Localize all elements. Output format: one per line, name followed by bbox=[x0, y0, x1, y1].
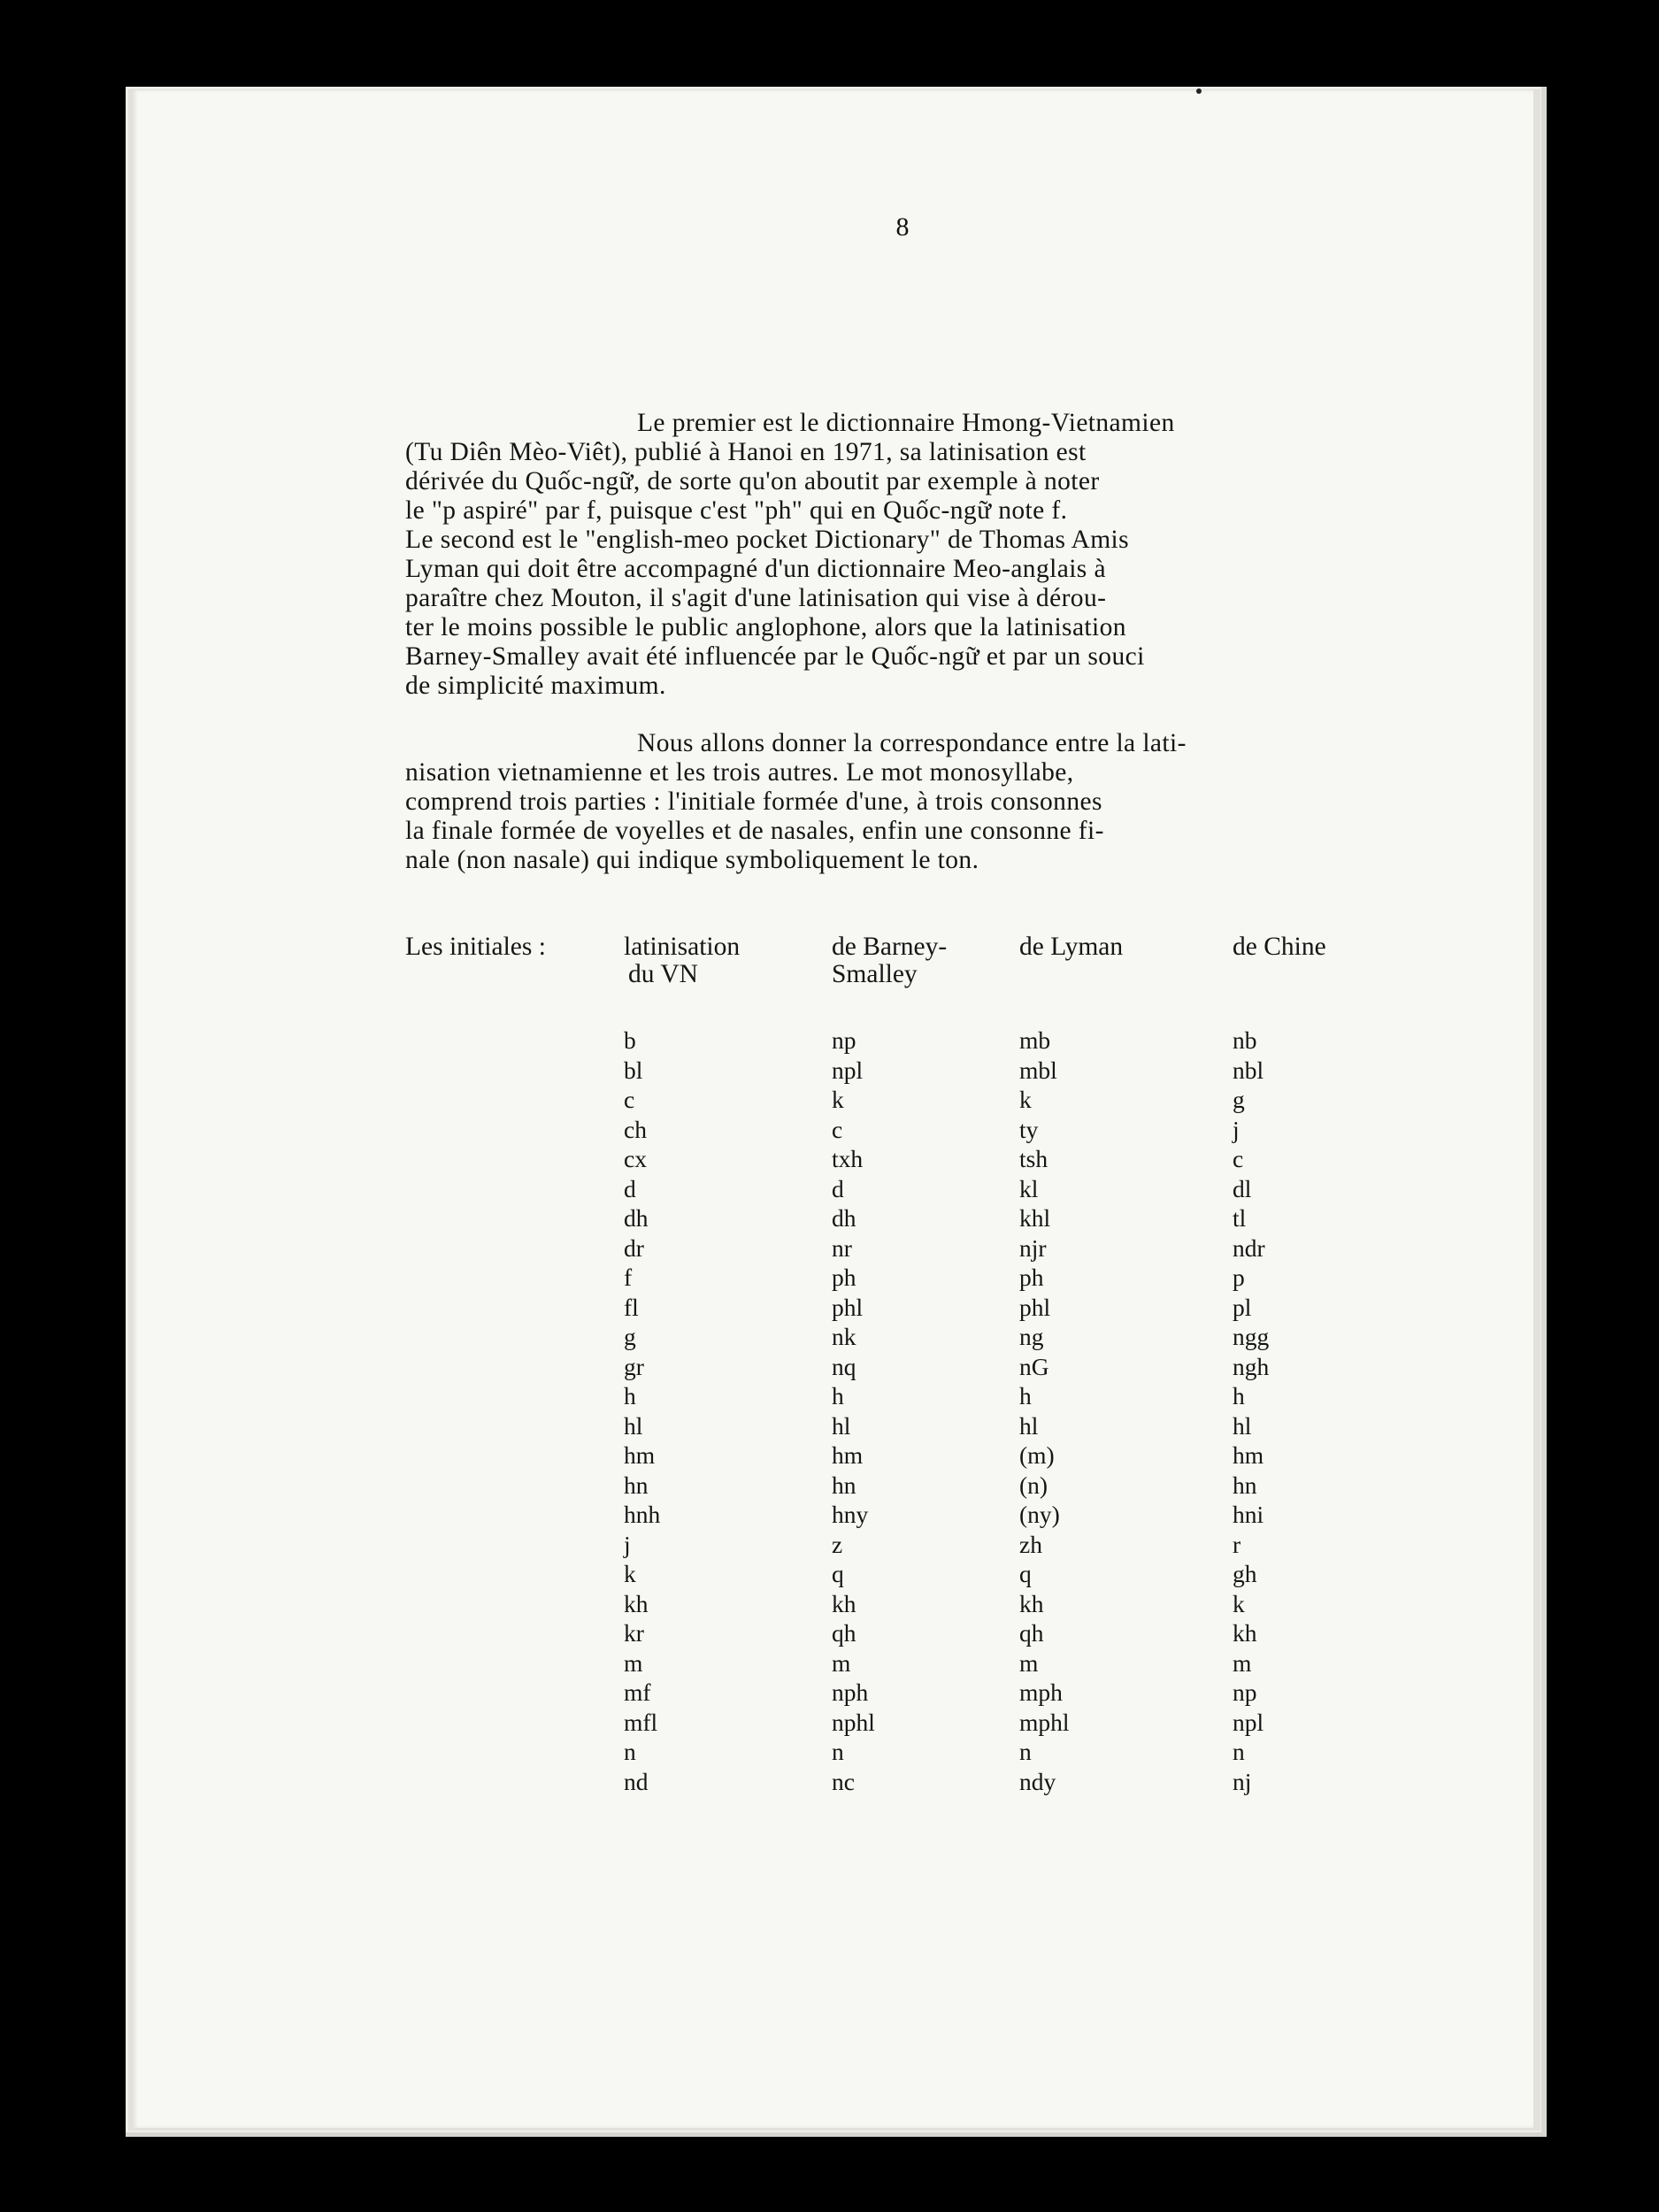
text-line: Nous allons donner la correspondance entre la lati- bbox=[637, 729, 1187, 757]
cell-chine: ngh bbox=[1233, 1352, 1270, 1380]
cell-barney-smalley: nc bbox=[832, 1767, 855, 1795]
table-row bbox=[405, 1530, 1423, 1560]
cell-chine: np bbox=[1233, 1678, 1257, 1706]
header-lyman bbox=[1019, 933, 1123, 961]
table-row bbox=[405, 1263, 1423, 1293]
cell-lyman: q bbox=[1019, 1560, 1032, 1587]
cell-chine: k bbox=[1233, 1589, 1245, 1617]
text-line: la finale formée de voyelles et de nasales, enfin une consonne fi- bbox=[405, 817, 1104, 845]
cell-barney-smalley: txh bbox=[832, 1145, 864, 1172]
table-row bbox=[405, 1737, 1423, 1767]
header-line: latinisation bbox=[624, 933, 741, 961]
cell-vn: cx bbox=[624, 1145, 647, 1172]
cell-lyman: kh bbox=[1019, 1589, 1044, 1617]
table-row bbox=[405, 1559, 1423, 1589]
cell-chine: hn bbox=[1233, 1471, 1257, 1499]
cell-chine: hl bbox=[1233, 1411, 1252, 1440]
cell-vn: n bbox=[624, 1738, 636, 1765]
cell-vn: nd bbox=[624, 1767, 649, 1795]
header-line: du VN bbox=[628, 960, 698, 988]
table-row bbox=[405, 1174, 1423, 1204]
cell-barney-smalley: hl bbox=[832, 1411, 851, 1440]
cell-barney-smalley: nq bbox=[832, 1352, 856, 1380]
cell-barney-smalley: q bbox=[832, 1560, 844, 1587]
table-row bbox=[405, 1085, 1423, 1115]
cell-barney-smalley: d bbox=[832, 1174, 844, 1202]
cell-vn: hn bbox=[624, 1471, 649, 1499]
cell-chine: ngg bbox=[1233, 1323, 1270, 1350]
table-row bbox=[405, 1233, 1423, 1263]
cell-lyman: ph bbox=[1019, 1263, 1044, 1291]
table-row bbox=[405, 1025, 1423, 1056]
cell-vn: c bbox=[624, 1086, 635, 1113]
cell-lyman: hl bbox=[1019, 1411, 1039, 1440]
text-line: Le second est le "english-meo pocket Dictionary" de Thomas Amis bbox=[405, 526, 1130, 554]
cell-lyman: mphl bbox=[1019, 1708, 1070, 1736]
table-row bbox=[405, 1381, 1423, 1411]
header-line: de Chine bbox=[1233, 933, 1326, 961]
cell-vn: kr bbox=[624, 1619, 644, 1647]
header-line: Smalley bbox=[832, 960, 918, 988]
cell-lyman: (ny) bbox=[1019, 1501, 1060, 1528]
table-row bbox=[405, 1708, 1423, 1738]
cell-lyman: ndy bbox=[1019, 1767, 1056, 1795]
cell-lyman: ty bbox=[1019, 1115, 1039, 1143]
cell-barney-smalley: dh bbox=[832, 1204, 856, 1232]
cell-barney-smalley: z bbox=[832, 1530, 843, 1558]
text-line: nale (non nasale) qui indique symboliquement le ton. bbox=[405, 846, 979, 874]
paragraph-correspondence bbox=[405, 729, 1423, 875]
cell-vn: mfl bbox=[624, 1708, 658, 1736]
header-label: Les initiales : bbox=[405, 933, 546, 961]
text-line: ter le moins possible le public anglophone, alors que la latinisation bbox=[405, 613, 1126, 641]
cell-barney-smalley: hn bbox=[832, 1471, 856, 1499]
cell-chine: g bbox=[1233, 1086, 1245, 1113]
cell-lyman: tsh bbox=[1019, 1145, 1048, 1172]
cell-chine: npl bbox=[1233, 1708, 1264, 1736]
cell-lyman: n bbox=[1019, 1738, 1032, 1765]
cell-vn: j bbox=[624, 1530, 631, 1558]
cell-lyman: njr bbox=[1019, 1233, 1047, 1262]
cell-vn: k bbox=[624, 1560, 636, 1587]
cell-barney-smalley: hm bbox=[832, 1441, 864, 1469]
cell-barney-smalley: phl bbox=[832, 1293, 864, 1321]
text-line: le "p aspiré" par f, puisque c'est "ph" qui en Quốc-ngữ note f. bbox=[405, 496, 1068, 525]
text-line: Barney-Smalley avait été influencée par le Quốc-ngữ et par un souci bbox=[405, 642, 1145, 671]
page-number: 8 bbox=[895, 212, 910, 242]
table-row bbox=[405, 1144, 1423, 1174]
cell-lyman: m bbox=[1019, 1648, 1039, 1677]
header-vn-latinisation bbox=[624, 933, 740, 988]
cell-chine: hm bbox=[1233, 1441, 1264, 1469]
cell-lyman: zh bbox=[1019, 1530, 1042, 1558]
cell-vn: hm bbox=[624, 1441, 656, 1469]
table-row bbox=[405, 1056, 1423, 1086]
cell-lyman: khl bbox=[1019, 1204, 1051, 1232]
cell-barney-smalley: n bbox=[832, 1738, 844, 1765]
cell-vn: hnh bbox=[624, 1501, 661, 1528]
cell-vn: bl bbox=[624, 1056, 643, 1084]
table-row bbox=[405, 1322, 1423, 1352]
cell-vn: dr bbox=[624, 1233, 644, 1262]
text-line: de simplicité maximum. bbox=[405, 672, 666, 700]
cell-chine: nb bbox=[1233, 1026, 1257, 1054]
table-row bbox=[405, 1293, 1423, 1323]
cell-barney-smalley: hny bbox=[832, 1501, 869, 1528]
cell-lyman: h bbox=[1019, 1382, 1032, 1409]
table-row bbox=[405, 1471, 1423, 1501]
cell-vn: h bbox=[624, 1382, 636, 1409]
table-row bbox=[405, 1115, 1423, 1145]
cell-chine: tl bbox=[1233, 1204, 1247, 1232]
cell-lyman: mb bbox=[1019, 1026, 1051, 1054]
cell-barney-smalley: ph bbox=[832, 1263, 856, 1291]
table-row bbox=[405, 1589, 1423, 1619]
cell-lyman: kl bbox=[1019, 1174, 1039, 1202]
cell-chine: gh bbox=[1233, 1560, 1257, 1587]
cell-lyman: qh bbox=[1019, 1619, 1044, 1647]
cell-lyman: ng bbox=[1019, 1323, 1044, 1350]
table-row bbox=[405, 1678, 1423, 1708]
cell-vn: ch bbox=[624, 1115, 647, 1143]
cell-chine: hni bbox=[1233, 1501, 1264, 1528]
cell-chine: nbl bbox=[1233, 1056, 1264, 1084]
cell-vn: b bbox=[624, 1026, 636, 1054]
cell-barney-smalley: h bbox=[832, 1382, 844, 1409]
text-line: comprend trois parties : l'initiale formée d'une, à trois consonnes bbox=[405, 787, 1102, 816]
cell-lyman: nG bbox=[1019, 1352, 1049, 1380]
header-line: de Barney- bbox=[832, 933, 948, 961]
cell-chine: kh bbox=[1233, 1619, 1257, 1647]
cell-lyman: phl bbox=[1019, 1293, 1051, 1321]
initials-correspondence-table bbox=[405, 933, 1423, 1795]
cell-barney-smalley: c bbox=[832, 1115, 843, 1143]
text-line: Lyman qui doit être accompagné d'un dictionnaire Meo-anglais à bbox=[405, 555, 1106, 583]
text-line: nisation vietnamienne et les trois autres. Le mot monosyllabe, bbox=[405, 758, 1074, 787]
cell-lyman: (n) bbox=[1019, 1471, 1048, 1499]
table-body bbox=[405, 1025, 1423, 1796]
cell-barney-smalley: kh bbox=[832, 1589, 856, 1617]
cell-barney-smalley: nph bbox=[832, 1678, 869, 1706]
cell-chine: p bbox=[1233, 1263, 1245, 1291]
header-chine bbox=[1233, 933, 1326, 961]
table-row bbox=[405, 1618, 1423, 1648]
cell-vn: kh bbox=[624, 1589, 649, 1617]
table-row bbox=[405, 1203, 1423, 1233]
cell-vn: g bbox=[624, 1323, 636, 1350]
table-row bbox=[405, 1648, 1423, 1678]
cell-chine: n bbox=[1233, 1738, 1245, 1765]
cell-barney-smalley: nk bbox=[832, 1323, 856, 1350]
cell-barney-smalley: nphl bbox=[832, 1708, 875, 1736]
cell-lyman: (m) bbox=[1019, 1441, 1055, 1469]
cell-vn: gr bbox=[624, 1352, 644, 1380]
text-line: paraître chez Mouton, il s'agit d'une latinisation qui vise à dérou- bbox=[405, 584, 1107, 612]
cell-barney-smalley: npl bbox=[832, 1056, 864, 1084]
cell-vn: fl bbox=[624, 1293, 639, 1321]
cell-vn: d bbox=[624, 1174, 636, 1202]
cell-chine: nj bbox=[1233, 1767, 1252, 1795]
header-line: de Lyman bbox=[1019, 933, 1124, 961]
table-row bbox=[405, 1500, 1423, 1530]
cell-chine: ndr bbox=[1233, 1233, 1265, 1262]
cell-barney-smalley: m bbox=[832, 1648, 851, 1677]
cell-barney-smalley: qh bbox=[832, 1619, 856, 1647]
cell-lyman: mph bbox=[1019, 1678, 1063, 1706]
cell-vn: f bbox=[624, 1263, 633, 1291]
cell-barney-smalley: np bbox=[832, 1026, 856, 1054]
header-barney-smalley bbox=[832, 933, 947, 988]
cell-vn: m bbox=[624, 1648, 643, 1677]
text-line: Le premier est le dictionnaire Hmong-Vietnamien bbox=[637, 409, 1175, 437]
cell-barney-smalley: k bbox=[832, 1086, 844, 1113]
ink-dot bbox=[1196, 88, 1202, 94]
text-line: (Tu Diên Mèo-Viêt), publié à Hanoi en 1971, sa latinisation est bbox=[405, 438, 1087, 466]
cell-chine: c bbox=[1233, 1145, 1244, 1172]
cell-chine: pl bbox=[1233, 1293, 1252, 1321]
cell-chine: j bbox=[1233, 1115, 1240, 1143]
cell-vn: hl bbox=[624, 1411, 643, 1440]
cell-chine: dl bbox=[1233, 1174, 1252, 1202]
cell-chine: r bbox=[1233, 1530, 1241, 1558]
paragraph-dictionaries bbox=[405, 409, 1423, 701]
cell-chine: m bbox=[1233, 1648, 1252, 1677]
table-row bbox=[405, 1411, 1423, 1441]
cell-lyman: k bbox=[1019, 1086, 1032, 1113]
cell-barney-smalley: nr bbox=[832, 1233, 852, 1262]
text-line: dérivée du Quốc-ngữ, de sorte qu'on aboutit par exemple à noter bbox=[405, 467, 1100, 495]
cell-vn: mf bbox=[624, 1678, 651, 1706]
cell-lyman: mbl bbox=[1019, 1056, 1057, 1084]
table-row bbox=[405, 1440, 1423, 1471]
cell-vn: dh bbox=[624, 1204, 649, 1232]
cell-chine: h bbox=[1233, 1382, 1245, 1409]
table-row bbox=[405, 1767, 1423, 1797]
table-row bbox=[405, 1352, 1423, 1382]
